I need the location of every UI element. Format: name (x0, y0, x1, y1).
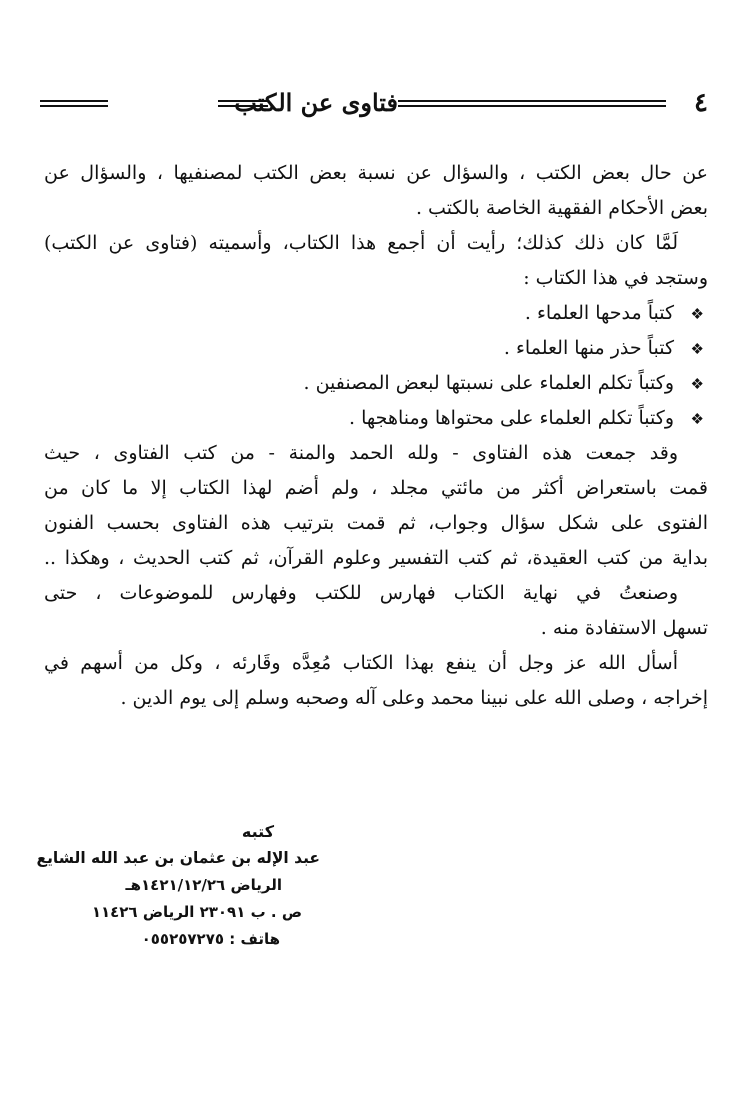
paragraph-line: بداية من كتب العقيدة، ثم كتب التفسير وعلوم القرآن، ثم كتب الحديث ، وهكذا .. (44, 547, 708, 569)
paragraph-line: الفتوى على شكل سؤال وجواب، ثم قمت بترتيب هذه الفتاوى بحسب الفنون (44, 512, 708, 534)
header-rule-left-end (40, 100, 108, 107)
running-title: فتاوى عن الكتب (234, 88, 398, 117)
paragraph-line: تسهل الاستفادة منه . (540, 617, 708, 639)
list-item (44, 401, 708, 436)
paragraph-line: أسأل الله عز وجل أن ينفع بهذا الكتاب مُعِدَّه وقَارئه ، وكل من أسهم في (44, 652, 678, 674)
header-rule-left (218, 100, 268, 107)
author-signature (36, 818, 320, 953)
list-item (44, 366, 708, 401)
diamond-bullet-icon: ❖ (690, 305, 704, 323)
paragraph-line: عن حال بعض الكتب ، والسؤال عن نسبة بعض الكتب لمصنفيها ، والسؤال عن (44, 162, 708, 184)
list-item-text: وكتباً تكلم العلماء على محتواها ومناهجها . (349, 407, 674, 429)
page-number: ٤ (694, 88, 708, 118)
po-box: ص . ب ٢٣٠٩١ الرياض ١١٤٢٦ (91, 903, 302, 921)
city-date: الرياض ١٤٢١/١٢/٢٦هـ (125, 876, 282, 894)
diamond-bullet-icon: ❖ (690, 410, 704, 428)
paragraph-line: لَمَّا كان ذلك كذلك؛ رأيت أن أجمع هذا الكتاب، وأسميته (فتاوى عن الكتب) (44, 232, 678, 254)
header-rule-right (398, 100, 666, 107)
paragraph-line: وستجد في هذا الكتاب : (523, 267, 708, 289)
list-item-text: كتباً حذر منها العلماء . (503, 337, 674, 359)
paragraph-line: وقد جمعت هذه الفتاوى - ولله الحمد والمنة - من كتب الفتاوى ، حيث (44, 442, 678, 464)
list-item (44, 331, 708, 366)
running-header (40, 88, 708, 122)
phone-number: هاتف : ٠٥٥٢٥٧٢٧٥ (141, 930, 280, 948)
body-text (44, 156, 708, 716)
list-item-text: وكتباً تكلم العلماء على نسبتها لبعض المصنفين . (303, 372, 674, 394)
signature-heading: كتبه (241, 822, 274, 841)
diamond-bullet-icon: ❖ (690, 340, 704, 358)
diamond-bullet-icon: ❖ (690, 375, 704, 393)
author-name: عبد الإله بن عثمان بن عبد الله الشايع (36, 849, 320, 867)
paragraph-line: بعض الأحكام الفقهية الخاصة بالكتب . (415, 197, 708, 219)
paragraph-line: وصنعتُ في نهاية الكتاب فهارس للكتب وفهارس للموضوعات ، حتى (44, 582, 678, 604)
paragraph-line: إخراجه ، وصلى الله على نبينا محمد وعلى آله وصحبه وسلم إلى يوم الدين . (120, 687, 708, 709)
list-item (44, 296, 708, 331)
list-item-text: كتباً مدحها العلماء . (524, 302, 674, 324)
paragraph-line: قمت باستعراض أكثر من مائتي مجلد ، ولم أضم لهذا الكتاب إلا ما كان من (44, 477, 708, 499)
